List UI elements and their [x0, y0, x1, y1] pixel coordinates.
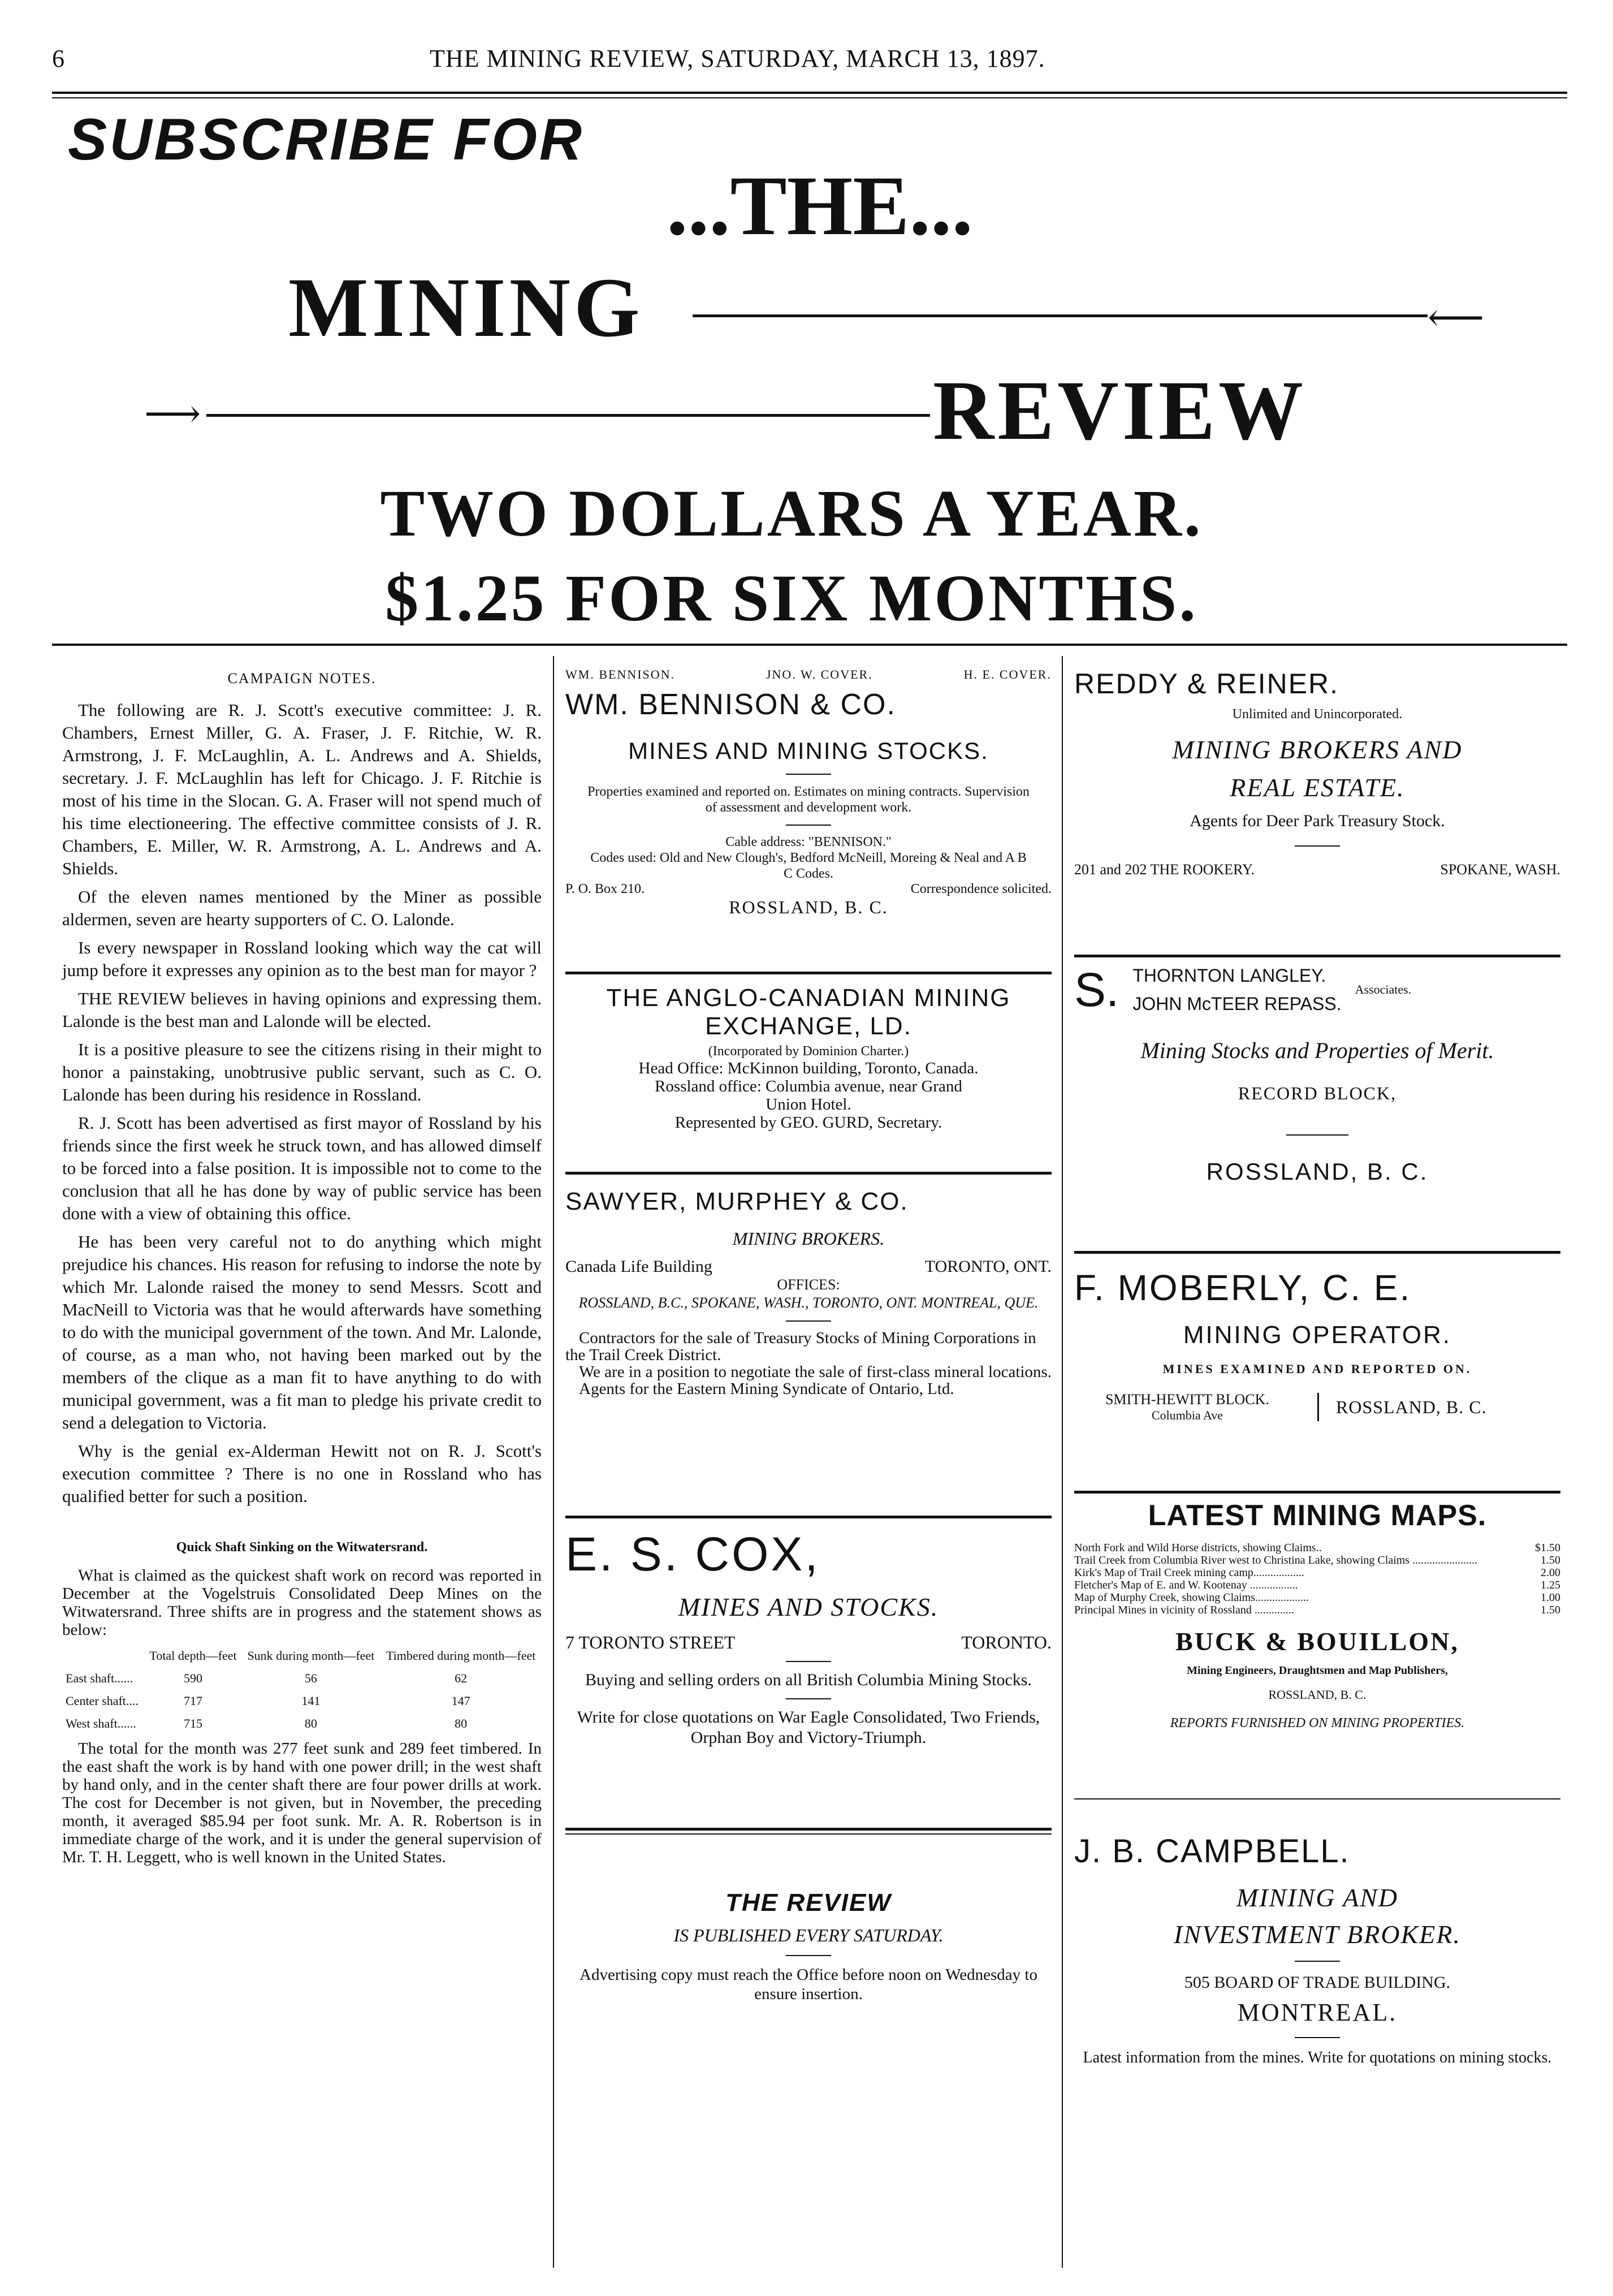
map-name: North Fork and Wild Horse districts, showing Claims.. — [1074, 1542, 1322, 1554]
divider — [1286, 1134, 1348, 1136]
table-cell: 56 — [304, 1671, 317, 1685]
moberly-city: ROSSLAND, B. C. — [1336, 1396, 1487, 1417]
review-notice — [565, 1889, 1052, 2004]
header-rule — [52, 92, 1567, 94]
column-campaign-notes — [62, 667, 542, 1872]
arrow-left-icon: ⟵ — [1428, 296, 1485, 340]
reddy-location — [1074, 861, 1560, 878]
banner-line-right — [693, 314, 1428, 317]
moberly-sub: MINES EXAMINED AND REPORTED ON. — [1162, 1362, 1472, 1376]
langley-trade: Mining Stocks and Properties of Merit. — [1140, 1038, 1494, 1063]
maps-firm: BUCK & BOUILLON, — [1175, 1627, 1459, 1656]
column-divider-2 — [1062, 656, 1063, 2268]
ad-anglo-canadian — [565, 984, 1052, 1132]
table-cell: 80 — [304, 1716, 317, 1730]
maps-reports: REPORTS FURNISHED ON MINING PROPERTIES. — [1170, 1716, 1465, 1730]
list-item — [1074, 1579, 1560, 1591]
ad-mining-maps — [1074, 1499, 1560, 1731]
campbell-trade: MINING AND — [1236, 1883, 1399, 1912]
table-header: Timbered during month—feet — [386, 1648, 536, 1663]
review-title: THE REVIEW — [725, 1889, 892, 1917]
campaign-paragraph: It is a positive pleasure to see the citizens rising in their might to honor a painstaking, unobtrusive public servant, such as C. O. Lalonde has been during his residence in Rossland. — [62, 1039, 542, 1104]
ad-separator — [565, 972, 1052, 974]
campbell-note: Latest information from the mines. Write for quotations on mining stocks. — [1083, 2049, 1552, 2066]
table-cell: 141 — [301, 1694, 321, 1708]
ad-es-cox — [565, 1527, 1052, 1748]
map-name: Trail Creek from Columbia River west to Christina Lake, showing Claims ....................... — [1074, 1554, 1478, 1566]
review-sub: IS PUBLISHED EVERY SATURDAY. — [673, 1925, 944, 1945]
sawyer-trade: MINING BROKERS. — [732, 1228, 885, 1249]
map-price: 2.00 — [1541, 1566, 1560, 1579]
campaign-paragraph: He has been very careful not to do anything which might prejudice his chances. His reason for refusing to indorse the note by which Mr. Lalonde raised the money to send Messrs. Scott and MacNeill to Victoria was that he would afterwards have something to do with the municipal government of the town. And Mr. Lalonde, of course, as a man who, not having been marked out by the members of the clique as a man fit to have anything to do with municipal government, was a fit man to pledge his private credit to send a delegation to Victoria. — [62, 1232, 542, 1432]
shaft-body: The total for the month was 277 feet sunk and 289 feet timbered. In the east shaft the work is by hand with one power drill; in the west shaft by hand only, and in the center shaft there are four power drills at work. The cost for December is not given, but in November, the preceding month, it averaged $85.94 per foot sunk. Mr. A. R. Robertson is in immediate charge of the work, and it is under the general supervision of Mr. T. H. Leggett, who is well known in the United States. — [62, 1740, 542, 1866]
banner-line-left — [206, 414, 930, 417]
sawyer-name: SAWYER, MURPHEY & CO. — [565, 1188, 909, 1215]
ad-sawyer-murphey — [565, 1188, 1052, 1397]
table-cell: 147 — [451, 1694, 470, 1708]
moberly-location — [1074, 1391, 1560, 1423]
bennison-city: ROSSLAND, B. C. — [729, 897, 888, 917]
divider — [1295, 1961, 1340, 1962]
campaign-paragraph: Of the eleven names mentioned by the Miner as possible aldermen, seven are hearty supporters of C. O. Lalonde. — [62, 887, 542, 929]
ad-separator — [1074, 955, 1560, 957]
ad-reddy-reiner — [1074, 667, 1560, 878]
divider — [786, 1955, 831, 1956]
sawyer-building: Canada Life Building — [565, 1257, 712, 1276]
langley-name: JOHN McTEER REPASS. — [1132, 994, 1342, 1014]
bennison-cable: Cable address: "BENNISON." — [725, 835, 892, 849]
bennison-partners — [565, 667, 1052, 682]
bennison-corr: Correspondence solicited. — [910, 882, 1052, 896]
maps-city: ROSSLAND, B. C. — [1268, 1688, 1366, 1702]
price-per-year: TWO DOLLARS A YEAR. — [380, 476, 1203, 550]
moberly-street: Columbia Ave — [1151, 1408, 1223, 1422]
table-cell: West shaft...... — [66, 1716, 136, 1730]
campaign-paragraph: THE REVIEW believes in having opinions and expressing them. Lalonde is the best man and Lalonde will be elected. — [62, 989, 542, 1031]
map-price: $1.50 — [1535, 1542, 1560, 1554]
sawyer-offices-label: OFFICES: — [777, 1276, 840, 1293]
reddy-sub: Unlimited and Unincorporated. — [1232, 707, 1403, 722]
table-cell: 62 — [455, 1671, 468, 1685]
anglo-rossland: Rossland office: Columbia avenue, near Grand Union Hotel. — [655, 1077, 962, 1114]
campaign-notes-heading: CAMPAIGN NOTES. — [227, 670, 377, 687]
bennison-desc: Properties examined and reported on. Estimates on mining contracts. Supervision of assessment and development work. — [587, 784, 1030, 815]
table-cell: East shaft...... — [66, 1671, 133, 1685]
map-name: Fletcher's Map of E. and W. Kootenay ................. — [1074, 1579, 1298, 1591]
anglo-charter: (Incorporated by Dominion Charter.) — [708, 1044, 909, 1059]
sawyer-city: TORONTO, ONT. — [924, 1257, 1052, 1276]
campbell-trade: INVESTMENT BROKER. — [1174, 1920, 1461, 1949]
bennison-codes: Codes used: Old and New Clough's, Bedford McNeill, Moreing & Neal and A B C Codes. — [590, 851, 1027, 881]
cox-location — [565, 1632, 1052, 1653]
divider — [786, 1661, 831, 1662]
ad-separator — [565, 1172, 1052, 1175]
list-item — [1074, 1554, 1560, 1566]
campaign-paragraph: Is every newspaper in Rossland looking which way the cat will jump before it expresses any opinion as to the best man for mayor ? — [62, 938, 542, 980]
table-cell: 717 — [184, 1694, 203, 1708]
sawyer-body: Agents for the Eastern Mining Syndicate of Ontario, Ltd. — [579, 1380, 954, 1398]
map-name: Map of Murphy Creek, showing Claims................... — [1074, 1591, 1309, 1604]
table-cell: Center shaft.... — [66, 1694, 139, 1708]
map-name: Kirk's Map of Trail Creek mining camp.................. — [1074, 1566, 1304, 1579]
shaft-heading: Quick Shaft Sinking on the Witwatersrand. — [176, 1540, 428, 1555]
reddy-address: 201 and 202 THE ROOKERY. — [1074, 861, 1255, 878]
langley-assoc: Associates. — [1355, 982, 1412, 996]
anglo-rep: Represented by GEO. GURD, Secretary. — [674, 1114, 942, 1132]
list-item — [1074, 1542, 1560, 1554]
banner-the: ...THE... — [667, 159, 973, 253]
divider — [786, 825, 831, 826]
partner-name: JNO. W. COVER. — [766, 667, 873, 681]
moberly-trade: MINING OPERATOR. — [1183, 1321, 1452, 1349]
table-cell: 590 — [184, 1671, 203, 1685]
bennison-contact — [565, 882, 1052, 897]
ad-separator — [565, 1516, 1052, 1518]
ad-bennison — [565, 667, 1052, 918]
ad-langley-repass — [1074, 961, 1560, 1185]
table-row — [62, 1712, 542, 1735]
sawyer-body: We are in a position to negotiate the sale of first-class mineral locations. — [579, 1363, 1052, 1381]
running-title: THE MINING REVIEW, SATURDAY, MARCH 13, 1897. — [430, 45, 1045, 72]
divider — [1317, 1393, 1319, 1421]
ad-separator — [1074, 1798, 1560, 1799]
maps-firm-desc: Mining Engineers, Draughtsmen and Map Publishers, — [1187, 1664, 1448, 1677]
partner-name: WM. BENNISON. — [565, 667, 676, 681]
maps-title: LATEST MINING MAPS. — [1148, 1499, 1487, 1532]
moberly-block: SMITH-HEWITT BLOCK. — [1105, 1391, 1269, 1408]
ad-separator — [1074, 1491, 1560, 1494]
table-row — [62, 1690, 542, 1712]
list-item — [1074, 1591, 1560, 1604]
cox-address: 7 TORONTO STREET — [565, 1632, 736, 1652]
ad-moberly — [1074, 1267, 1560, 1423]
banner-mining: MINING — [288, 261, 643, 355]
subscribe-heading: SUBSCRIBE FOR — [68, 107, 584, 172]
page-number: 6 — [52, 45, 64, 72]
bennison-business: MINES AND MINING STOCKS. — [628, 737, 989, 764]
anglo-head: Head Office: McKinnon building, Toronto, Canada. — [638, 1059, 979, 1077]
table-header-row — [62, 1645, 542, 1667]
banner-bottom-rule — [52, 644, 1567, 646]
langley-initial: S. — [1074, 963, 1119, 1016]
review-note: Advertising copy must reach the Office before noon on Wednesday to ensure insertion. — [580, 1966, 1037, 2003]
reddy-name: REDDY & REINER. — [1074, 668, 1339, 700]
campbell-address: 505 BOARD OF TRADE BUILDING. — [1184, 1973, 1451, 1992]
list-item — [1074, 1604, 1560, 1616]
table-cell: 80 — [455, 1716, 468, 1730]
price-six-months: $1.25 FOR SIX MONTHS. — [385, 561, 1198, 635]
map-name: Principal Mines in vicinity of Rossland .............. — [1074, 1604, 1294, 1616]
partner-name: H. E. COVER. — [963, 667, 1052, 681]
ad-separator — [565, 1833, 1052, 1835]
langley-city: ROSSLAND, B. C. — [1206, 1158, 1429, 1185]
table-header: Total depth—feet — [149, 1648, 237, 1663]
reddy-trade: REAL ESTATE. — [1230, 773, 1405, 802]
shaft-intro: What is claimed as the quickest shaft work on record was reported in December at the Vogelstruis Consolidated Deep Mines on the Witwatersrand. Three shifts are in progress and the statement shows as below: — [62, 1566, 542, 1639]
langley-names — [1132, 961, 1341, 1018]
shaft-table — [62, 1645, 542, 1735]
cox-city: TORONTO. — [961, 1632, 1052, 1652]
langley-name: THORNTON LANGLEY. — [1132, 965, 1326, 986]
sawyer-location — [565, 1257, 1052, 1276]
langley-block: RECORD BLOCK, — [1238, 1083, 1397, 1103]
arrow-right-icon: ⟶ — [144, 392, 201, 436]
bennison-name: WM. BENNISON & CO. — [565, 688, 896, 721]
cox-name: E. S. COX, — [565, 1527, 820, 1581]
divider — [786, 1698, 831, 1699]
sawyer-offices: ROSSLAND, B.C., SPOKANE, WASH., TORONTO, ONT. MONTREAL, QUE. — [578, 1294, 1039, 1311]
list-item — [1074, 1566, 1560, 1579]
ad-campbell — [1074, 1832, 1560, 2068]
cox-body: Write for close quotations on War Eagle Consolidated, Two Friends, Orphan Boy and Victory-Triumph. — [577, 1708, 1040, 1747]
campaign-paragraph: The following are R. J. Scott's executive committee: J. R. Chambers, Ernest Miller, G. A. Fraser, J. F. Ritchie, W. R. Armstrong, J. F. McLaughlin, A. L. Andrews and A. Shields, secretary. J. F. McLaughlin has left for Chicago. J. F. Ritchie is most of his time in the Slocan. G. A. Fraser will not spend much of his time electioneering. The effective committee consists of J. R. Chambers, E. Miller, W. R. Armstrong, A. L. Andrews and A. Shields. — [62, 700, 542, 878]
campbell-city: MONTREAL. — [1237, 1999, 1398, 2026]
banner-review: REVIEW — [933, 364, 1307, 458]
map-price: 1.50 — [1541, 1554, 1560, 1566]
table-cell: 715 — [184, 1716, 203, 1730]
divider — [1295, 845, 1340, 847]
table-row — [62, 1667, 542, 1690]
header-rule-2 — [52, 97, 1567, 98]
column-divider-1 — [553, 656, 554, 2268]
campaign-paragraph: R. J. Scott has been advertised as first mayor of Rossland by his friends since the first week he struck town, and has allowed dimself to be forced into a false position. It is impossible not to come to the conclusion that all he has done by way of public service has been done with a view of obtaining this office. — [62, 1113, 542, 1223]
ad-separator — [1074, 1251, 1560, 1254]
table-header: Sunk during month—feet — [247, 1648, 375, 1663]
campaign-paragraph: Why is the genial ex-Alderman Hewitt not on R. J. Scott's execution committee ? There is no one in Rossland who has qualified better for such a position. — [62, 1441, 542, 1506]
langley-header — [1074, 961, 1560, 1018]
divider — [1295, 2037, 1340, 2038]
map-price: 1.50 — [1541, 1604, 1560, 1616]
campbell-name: J. B. CAMPBELL. — [1074, 1833, 1350, 1870]
table-header — [62, 1645, 145, 1667]
map-price: 1.00 — [1541, 1591, 1560, 1604]
maps-list — [1074, 1542, 1560, 1616]
cox-body: Buying and selling orders on all British Columbia Mining Stocks. — [585, 1671, 1032, 1689]
moberly-block-group — [1074, 1391, 1300, 1423]
divider — [786, 774, 831, 775]
reddy-city: SPOKANE, WASH. — [1440, 861, 1560, 878]
sawyer-body: Contractors for the sale of Treasury Stocks of Mining Corporations in the Trail Creek District. — [565, 1329, 1036, 1364]
divider — [786, 1320, 831, 1322]
cox-trade: MINES AND STOCKS. — [678, 1592, 939, 1621]
anglo-name: THE ANGLO-CANADIAN MINING EXCHANGE, LD. — [606, 984, 1011, 1040]
map-price: 1.25 — [1541, 1579, 1560, 1591]
reddy-agents: Agents for Deer Park Treasury Stock. — [1190, 812, 1445, 830]
moberly-name: F. MOBERLY, C. E. — [1074, 1267, 1412, 1308]
bennison-pobox: P. O. Box 210. — [565, 882, 645, 896]
ad-separator — [565, 1828, 1052, 1831]
reddy-trade: MINING BROKERS AND — [1172, 735, 1463, 764]
